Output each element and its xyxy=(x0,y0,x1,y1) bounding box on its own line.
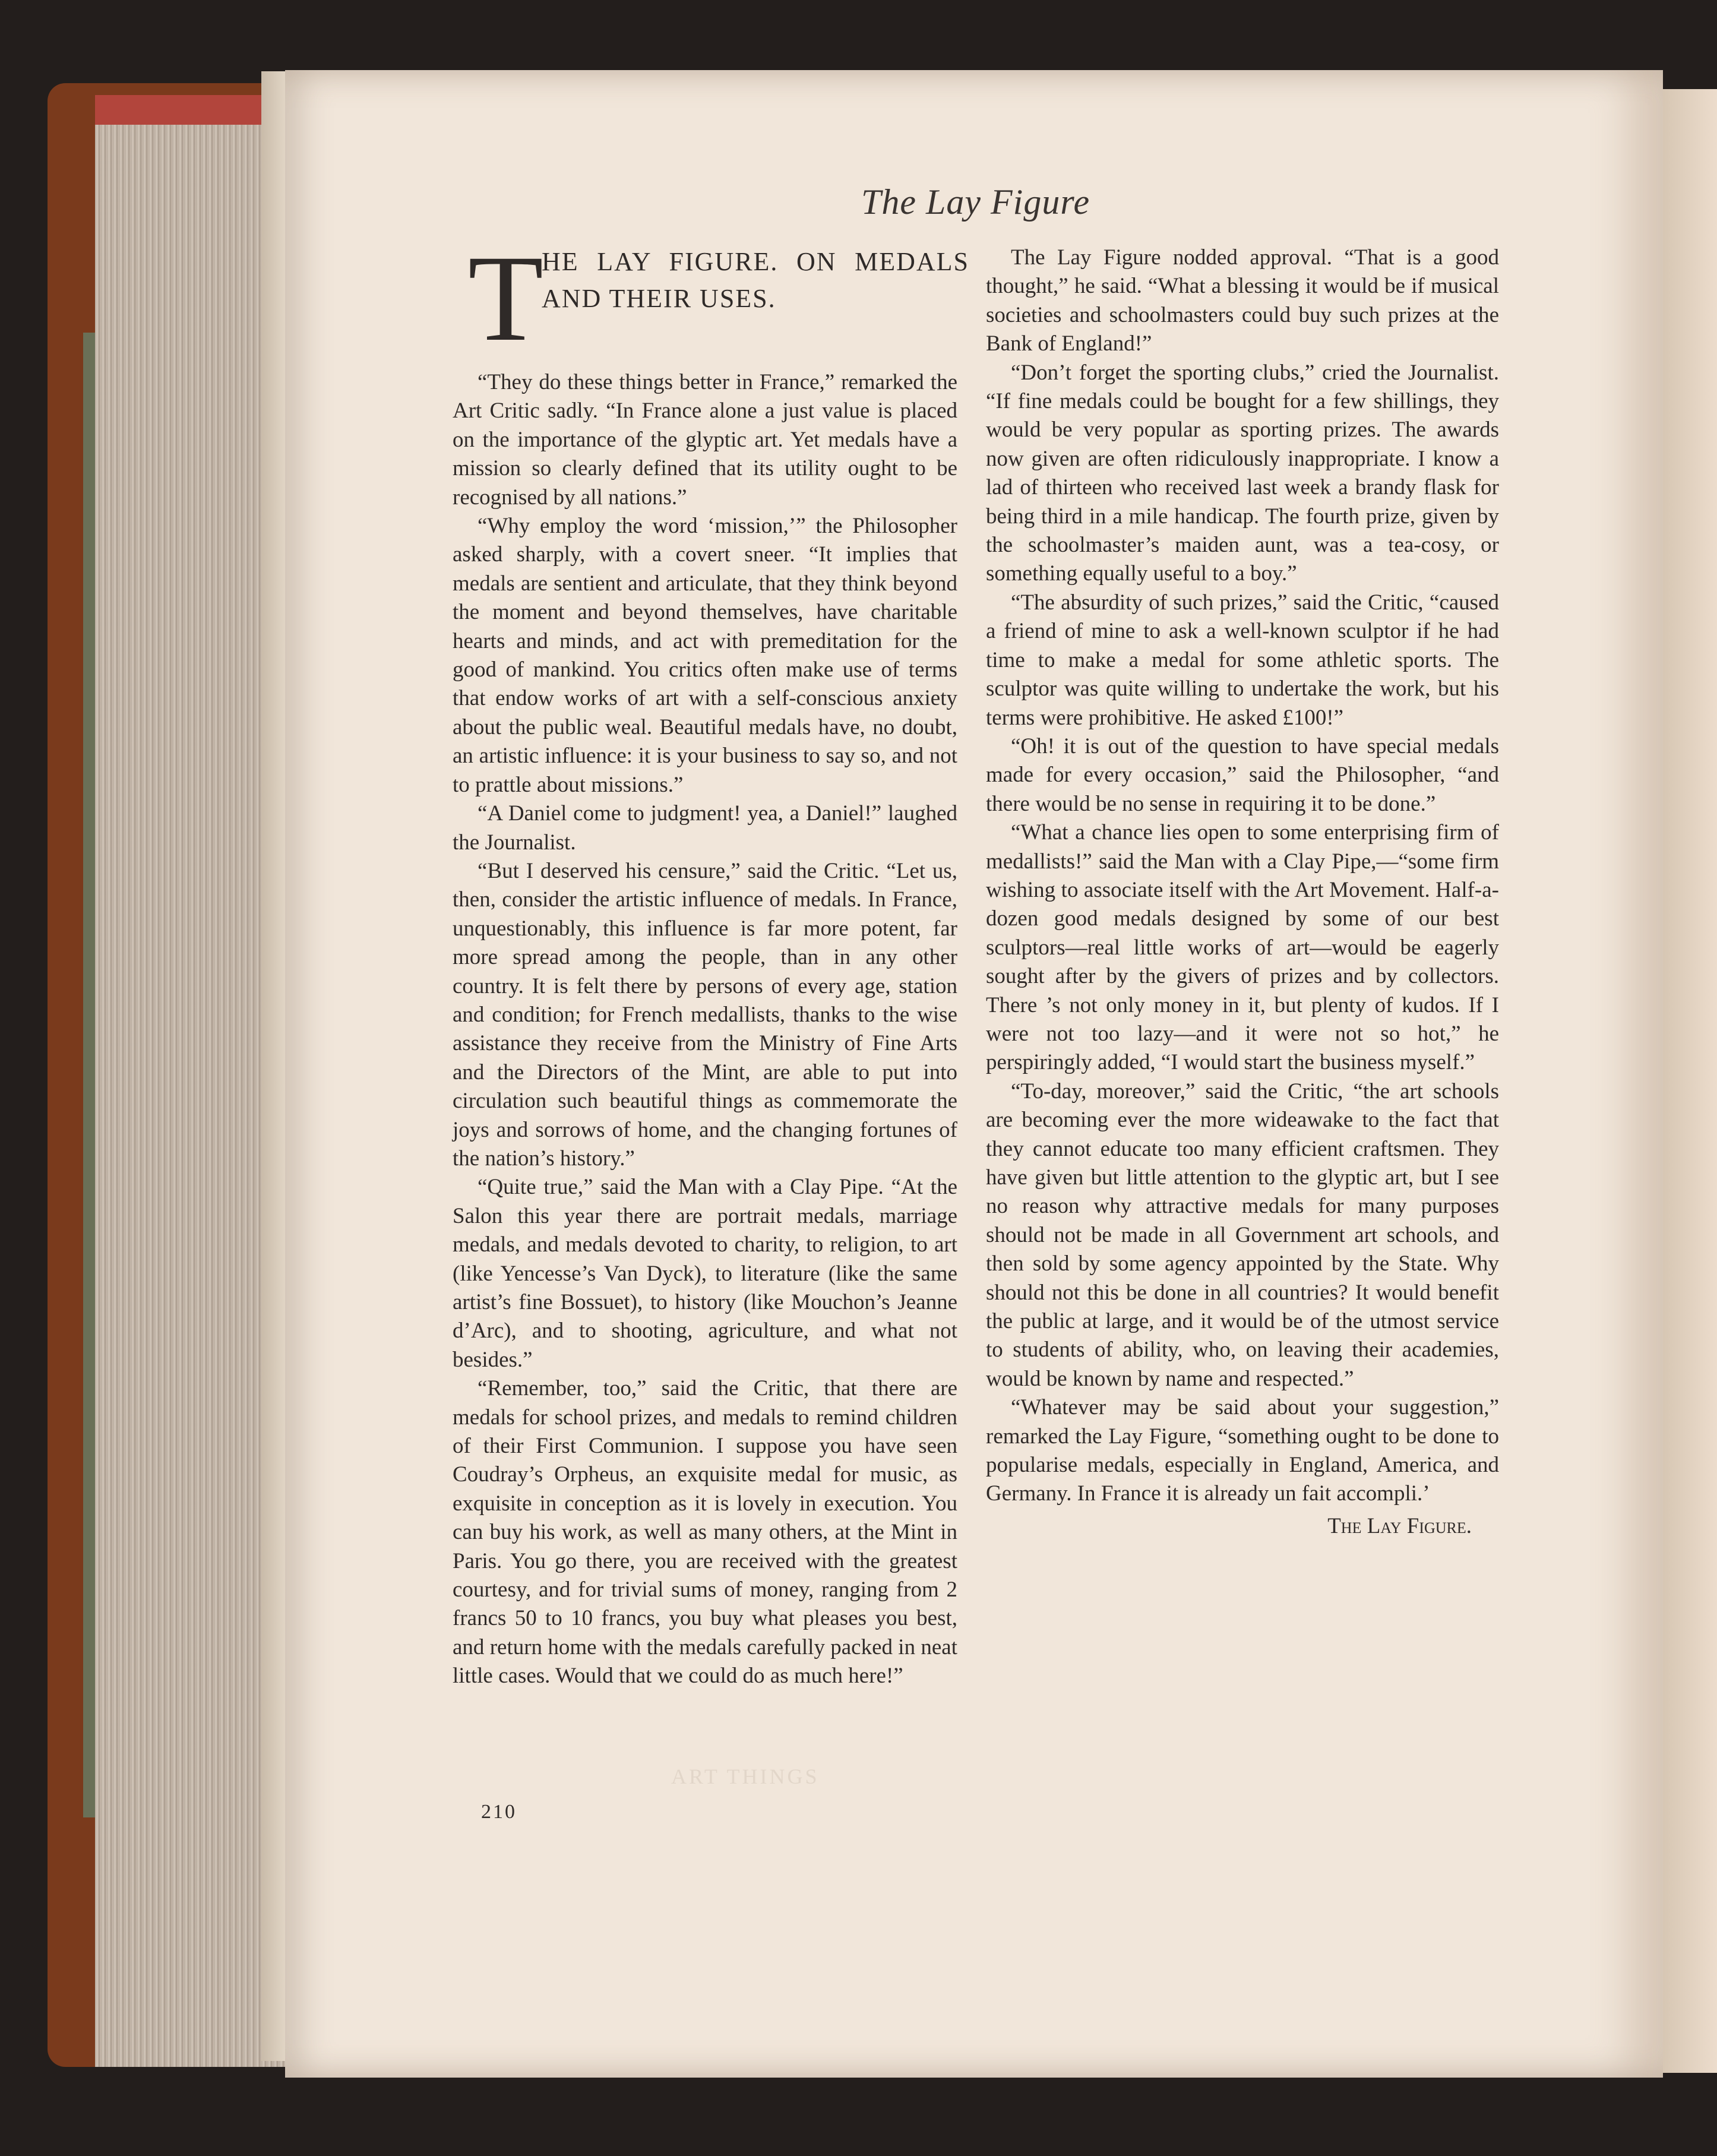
paragraph: “But I deserved his censure,” said the Critic. “Let us, then, consider the artistic influence of medals. In France, unquestionably, this influence is far more potent, far more spread among the people, than in any other country. It is felt there by persons of every age, station and condition; for French medallists, thanks to the wise assistance they receive from the Ministry of Fine Arts and the Directors of the Mint, are able to put into circulation such beautiful things as commemorate the joys and sorrows of home, and the changing fortunes of the nation’s history.” xyxy=(453,858,957,1171)
running-head: The Lay Figure xyxy=(861,182,1090,222)
paragraph: “To-day, moreover,” said the Critic, “the art schools are becoming ever the more wideawake to the fact that they cannot educate too many efficient craftsmen. They have given but little attention to the glyptic art, but I see no reason why attractive medals for many purposes should not be made in all Government art schools, and then sold by some agency appointed by the State. Why should not this be done in all countries? It would benefit the public at large, and it would be of the utmost service to students of ability, who, on leaving their academies, would be known by name and respected.” xyxy=(986,1079,1499,1391)
paragraph: “Oh! it is out of the question to have special medals made for every occasion,” said the Philosopher, “and there would be no sense in requiring it to be done.” xyxy=(986,734,1499,816)
paragraph: “Don’t forget the sporting clubs,” cried the Journalist. “If fine medals could be bought for a few shillings, they would be very popular as sporting prizes. The awards now given are often ridiculously inappropriate. I know a lad of thirteen who received last week a brandy flask for being third in a mile handicap. The fourth prize, given by the schoolmaster’s maiden aunt, was a tea-cosy, or something equally useful to a boy.” xyxy=(986,360,1499,586)
paragraph: “The absurdity of such prizes,” said the Critic, “caused a friend of mine to ask a well-known sculptor if he had time to make a medal for some athletic sports. The sculptor was quite willing to undertake the work, but his terms were prohibitive. He asked £100!” xyxy=(986,590,1499,730)
title-text: HE LAY FIGURE. ON MEDALS AND THEIR USES. xyxy=(542,247,969,313)
paragraph: “They do these things better in France,” remarked the Art Critic sadly. “In France alone a just value is placed on the importance of the glyptic art. Yet medals have a mission so clearly defined that its utility ought to be recognised by all nations.” xyxy=(453,370,957,510)
right-column xyxy=(986,244,1499,1541)
drop-cap: T xyxy=(468,230,544,366)
paragraph: “A Daniel come to judgment! yea, a Daniel!” laughed the Journalist. xyxy=(453,801,957,855)
paragraph: “Remember, too,” said the Critic, that there are medals for school prizes, and medals to remind children of their First Communion. I suppose you have seen Coudray’s Orpheus, an exquisite medal for music, as exquisite in conception as it is lovely in execution. You can buy his work, as well as many others, at the Mint in Paris. You go there, you are received with the greatest courtesy, and for trivial sums of money, ranging from 2 francs 50 to 10 francs, you buy what pleases you best, and return home with the medals carefully packed in neat little cases. Would that we could do as much here!” xyxy=(453,1376,957,1689)
paragraph: “Whatever may be said about your suggestion,” remarked the Lay Figure, “something ought to be done to popularise medals, especially in England, America, and Germany. In France it is already un fait accompli.’ xyxy=(986,1395,1499,1506)
article-title xyxy=(453,230,969,368)
paragraph: “What a chance lies open to some enterprising firm of medallists!” said the Man with a Clay Pipe,—“some firm wishing to associate itself with the Art Movement. Half-a-dozen good medals designed by some of our best sculptors—real little works of art—would be eagerly sought after by the givers of prizes and by collectors. There ’s not only money in it, but plenty of kudos. If I were not too lazy—and it were not so hot,” he perspiringly added, “I would start the business myself.” xyxy=(986,820,1499,1075)
show-through-text: ART THINGS xyxy=(671,1765,820,1788)
paragraph: “Why employ the word ‘mission,’” the Philosopher asked sharply, with a covert sneer. “It implies that medals are sentient and articulate, that they think beyond the moment and beyond themselves, have charitable hearts and minds, and act with premeditation for the good of mankind. You critics often make use of terms that endow works of art with a self-conscious anxiety about the public weal. Beautiful medals have, no doubt, an artistic influence: it is your business to say so, and not to prattle about missions.” xyxy=(453,514,957,797)
left-column xyxy=(453,230,969,1691)
paragraph: The Lay Figure nodded approval. “That is a good thought,” he said. “What a blessing it would be if musical societies and schoolmasters could buy such prizes at the Bank of England!” xyxy=(986,245,1499,356)
signature: The Lay Figure. xyxy=(1327,1513,1472,1538)
red-edge xyxy=(95,95,285,125)
paragraph: “Quite true,” said the Man with a Clay Pipe. “At the Salon this year there are portrait medals, marriage medals, and medals devoted to charity, to religion, to art (like Yencesse’s Van Dyck), to literature (like the same artist’s fine Bossuet), to history (like Mouchon’s Jeanne d’Arc), and to shooting, agriculture, and what not besides.” xyxy=(453,1175,957,1372)
page-edges xyxy=(95,95,285,2067)
page-number: 210 xyxy=(481,1801,517,1823)
